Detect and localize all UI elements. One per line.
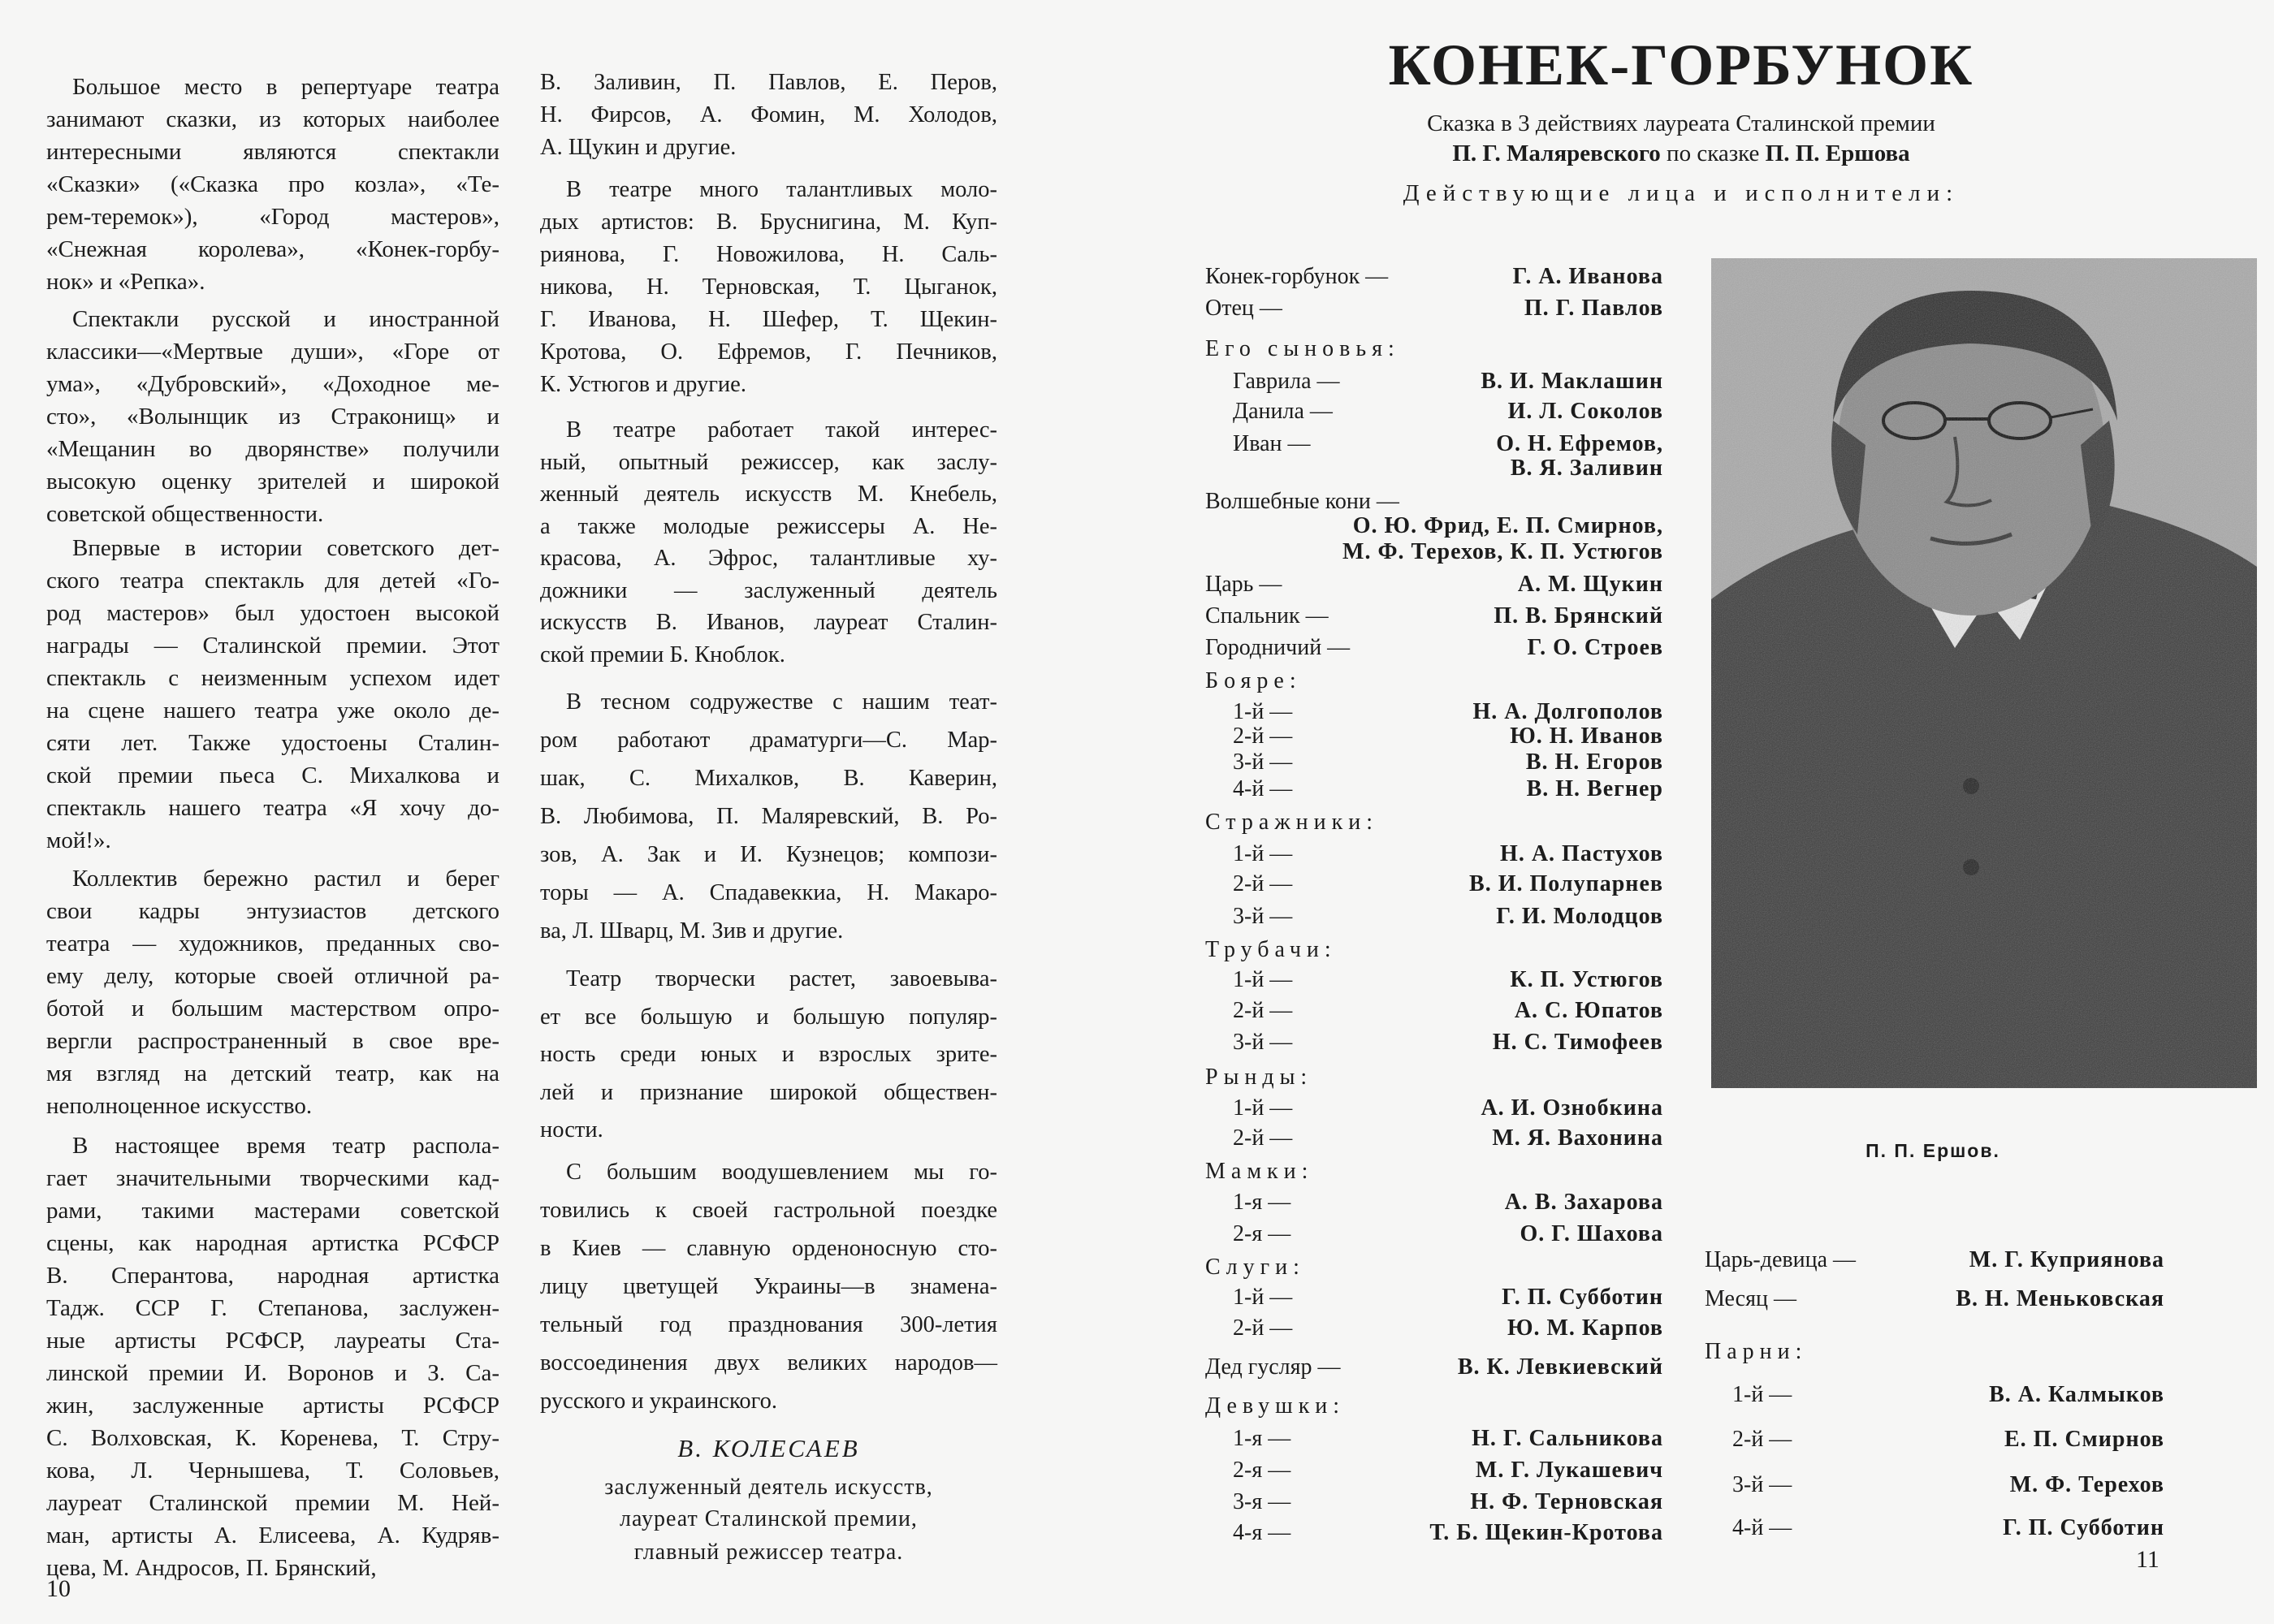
page-number-right: 11	[2136, 1546, 2159, 1573]
text-line: ности.	[540, 1117, 603, 1142]
text-line: рами, такими мастерами советской	[46, 1198, 499, 1224]
actor-name: В. К. Левкиевский	[1457, 1354, 1663, 1380]
cast-row	[1205, 294, 1663, 323]
paragraph	[540, 1153, 997, 1420]
text-line: лицу цветущей Украины—в знамена-	[540, 1274, 997, 1299]
cast-row	[1205, 633, 1663, 663]
text-line: воссоединения двух великих народов—	[540, 1350, 997, 1376]
actor-name: Н. А. Долгополов	[1472, 698, 1663, 724]
cast-row	[1205, 902, 1663, 931]
character-name: 4-й —	[1732, 1515, 1792, 1541]
author-signature: В. КОЛЕСАЕВ	[677, 1434, 860, 1462]
character-name: Царь-девица —	[1705, 1247, 1857, 1273]
author-title-line: лауреат Сталинской премии,	[620, 1506, 918, 1531]
text-line: Коллектив бережно растил и берег	[72, 866, 499, 892]
text-line: ского театра спектакль для детей «Го-	[46, 568, 499, 594]
text-line: шак, С. Михалков, В. Каверин,	[540, 766, 997, 791]
cast-row	[1205, 1188, 1663, 1217]
actor-name: М. Я. Вахонина	[1492, 1125, 1663, 1151]
cast-row	[1205, 1518, 1663, 1548]
cast-row	[1205, 1424, 1663, 1453]
actor-name: М. Ф. Терехов, К. П. Устюгов	[1342, 539, 1663, 565]
group-label: Мамки:	[1205, 1159, 1314, 1185]
cast-row	[1205, 1028, 1663, 1057]
actor-name: О. Ю. Фрид, Е. П. Смирнов,	[1352, 513, 1663, 539]
text-line: гает значительными творческими кад-	[46, 1165, 499, 1191]
actor-name: Ю. Н. Иванов	[1510, 723, 1663, 749]
actor-name: А. В. Захарова	[1504, 1189, 1663, 1215]
text-line: сяти лет. Также удостоены Сталин-	[46, 730, 499, 756]
paragraph	[46, 303, 499, 530]
character-name: 1-й —	[1233, 840, 1293, 866]
actor-name: В. Я. Заливин	[1510, 455, 1663, 481]
author-title-line: заслуженный деятель искусств,	[604, 1475, 933, 1500]
text-line: В настоящее время театр распола-	[72, 1133, 499, 1159]
character-name: 3-й —	[1233, 1030, 1293, 1056]
cast-row	[1205, 454, 1663, 483]
cast-group-heading	[1205, 808, 1663, 837]
actor-name: В. Н. Меньковская	[1956, 1286, 2164, 1312]
actor-name: Т. Б. Щекин-Кротова	[1429, 1519, 1663, 1545]
text-line: спектакль нашего театра «Я хочу до-	[46, 795, 499, 821]
character-name: 2-я —	[1233, 1458, 1291, 1483]
text-line: дожники — заслуженный деятель	[540, 577, 997, 603]
character-name: 3-я —	[1233, 1489, 1291, 1515]
character-name: Месяц —	[1705, 1286, 1796, 1312]
article-column-1	[46, 0, 499, 1581]
article-column-2	[540, 0, 997, 1445]
character-name: 1-й —	[1233, 967, 1293, 993]
character-name: 1-й —	[1233, 1285, 1293, 1311]
cast-row	[1205, 1094, 1663, 1123]
text-line: В. Сперантова, народная артистка	[46, 1263, 499, 1289]
text-line: интересными являются спектакли	[46, 139, 499, 165]
cast-row	[1705, 1380, 2164, 1410]
cast-list-continued	[1705, 0, 2164, 1559]
cast-row	[1205, 538, 1663, 567]
character-name: Дед гусляр —	[1205, 1354, 1341, 1380]
text-line: вергли распространенный в свое вре-	[46, 1028, 499, 1054]
text-line: в Киев — славную орденоносную сто-	[540, 1236, 997, 1261]
paragraph	[540, 174, 997, 401]
character-name: Спальник —	[1205, 603, 1329, 629]
cast-row	[1205, 748, 1663, 777]
actor-name: В. И. Полупарнев	[1469, 871, 1663, 897]
character-name: 2-й —	[1732, 1427, 1792, 1453]
text-line: Н. Фирсов, А. Фомин, М. Холодов,	[540, 102, 997, 127]
paragraph	[46, 71, 499, 298]
cast-row	[1205, 775, 1663, 804]
text-line: Тадж. ССР Г. Степанова, заслужен-	[46, 1295, 499, 1321]
actor-name: Г. П. Субботин	[2003, 1515, 2164, 1541]
actor-name: Н. Г. Сальникова	[1472, 1425, 1663, 1451]
cast-group-heading	[1205, 335, 1663, 364]
left-page	[0, 0, 1121, 1624]
actor-name: В. Н. Егоров	[1525, 749, 1663, 775]
text-line: ман, артисты А. Елисеева, А. Кудряв-	[46, 1522, 499, 1548]
cast-row	[1205, 570, 1663, 599]
text-line: свои кадры энтузиастов детского	[46, 898, 499, 924]
character-name: 3-й —	[1732, 1471, 1792, 1497]
cast-row	[1205, 1353, 1663, 1382]
text-line: ет все большую и большую популяр-	[540, 1004, 997, 1030]
cast-row	[1205, 1124, 1663, 1153]
character-name: Гаврила —	[1233, 368, 1340, 394]
text-line: кова, Л. Чернышева, Т. Соловьев,	[46, 1458, 499, 1484]
character-name: 3-й —	[1233, 749, 1293, 775]
cast-row	[1205, 512, 1663, 541]
cast-group-heading	[1205, 1253, 1663, 1282]
cast-row	[1205, 367, 1663, 396]
text-line: лей и признание широкой обществен-	[540, 1079, 997, 1105]
cast-group-heading	[1705, 1337, 2164, 1367]
text-line: занимают сказки, из которых наиболее	[46, 106, 499, 132]
text-line: ской премии пьеса С. Михалкова и	[46, 762, 499, 788]
text-line: Большое место в репертуаре театра	[72, 74, 499, 100]
text-line: ума», «Дубровский», «Доходное ме-	[46, 371, 499, 397]
actor-name: Г. О. Строев	[1527, 635, 1663, 661]
text-line: К. Устюгов и другие.	[540, 372, 746, 397]
cast-row	[1205, 1220, 1663, 1249]
text-line: ему делу, которые своей отличной ра-	[46, 963, 499, 989]
text-line: ва, Л. Шварц, М. Зив и другие.	[540, 918, 844, 944]
paragraph	[540, 683, 997, 950]
actor-name: М. Ф. Терехов	[2009, 1471, 2164, 1497]
text-line: ный, опытный режиссер, как заслу-	[540, 449, 997, 475]
group-label: Бояре:	[1205, 668, 1302, 694]
text-line: торы — А. Спадавеккиа, Н. Макаро-	[540, 880, 997, 905]
paragraph	[540, 67, 997, 164]
text-line: русского и украинского.	[540, 1389, 777, 1414]
cast-row	[1205, 722, 1663, 751]
text-line: Театр творчески растет, завоевыва-	[566, 966, 997, 991]
actor-name: В. И. Маклашин	[1481, 368, 1663, 394]
character-name: 1-й —	[1732, 1382, 1792, 1408]
actor-name: Ю. М. Карпов	[1507, 1315, 1663, 1341]
text-line: Спектакли русской и иностранной	[72, 306, 499, 332]
paragraph	[46, 862, 499, 1122]
text-line: линской премии И. Воронов и З. Са-	[46, 1360, 499, 1386]
play-title: КОНЕК-ГОРБУНОК	[1388, 32, 1974, 97]
character-name: 1-й —	[1233, 1095, 1293, 1121]
cast-row	[1205, 870, 1663, 899]
source-author-name: П. П. Ершова	[1765, 140, 1910, 166]
text-line: риянова, Г. Новожилова, Н. Саль-	[540, 242, 997, 267]
character-name: Данила —	[1233, 399, 1333, 425]
cast-group-heading	[1205, 935, 1663, 965]
cast-row	[1205, 1456, 1663, 1485]
group-label: Парни:	[1705, 1338, 1808, 1364]
cast-group-heading	[1205, 1392, 1663, 1421]
group-label: Трубачи:	[1205, 936, 1337, 962]
cast-row	[1205, 840, 1663, 869]
actor-name: Н. А. Пастухов	[1500, 840, 1663, 866]
cast-row	[1205, 1314, 1663, 1343]
character-name: 2-й —	[1233, 1315, 1293, 1341]
character-name: Городничий —	[1205, 635, 1351, 661]
text-line: Впервые в истории советского дет-	[72, 535, 499, 561]
text-line: лауреат Сталинской премии М. Ней-	[46, 1490, 499, 1516]
actor-name: П. В. Брянский	[1494, 603, 1663, 629]
text-line: цева, М. Андросов, П. Брянский,	[46, 1555, 377, 1581]
cast-row	[1705, 1246, 2164, 1275]
character-name: Волшебные кони —	[1205, 488, 1399, 514]
group-label: Девушки:	[1205, 1393, 1346, 1419]
cast-row	[1205, 397, 1663, 426]
cast-row	[1205, 965, 1663, 995]
character-name: Конек-горбунок —	[1205, 264, 1389, 290]
actor-name: А. И. Ознобкина	[1481, 1095, 1663, 1121]
text-line: неполноценное искусство.	[46, 1093, 313, 1119]
text-line: В театре много талантливых моло-	[566, 177, 997, 202]
paragraph	[46, 1129, 499, 1584]
text-line: а также молодые режиссеры А. Не-	[540, 513, 997, 539]
play-subtitle: Сказка в 3 действиях лауреата Сталинской премии	[1427, 110, 1935, 136]
text-line: В. Заливин, П. Павлов, Е. Перов,	[540, 70, 997, 95]
character-name: Отец —	[1205, 296, 1282, 322]
cast-row	[1205, 1488, 1663, 1517]
actor-name: П. Г. Павлов	[1524, 296, 1663, 322]
character-name: 2-й —	[1233, 1125, 1293, 1151]
group-label: Рынды:	[1205, 1064, 1313, 1090]
playwright-name: П. Г. Маляревского	[1452, 140, 1661, 166]
portrait-caption: П. П. Ершов.	[1865, 1140, 2000, 1161]
cast-row	[1705, 1285, 2164, 1314]
paragraph	[540, 961, 997, 1150]
character-name: 1-й —	[1233, 698, 1293, 724]
text-line: мя взгляд на детский театр, как на	[46, 1060, 499, 1086]
text-line: классики—«Мертвые души», «Горе от	[46, 339, 499, 365]
text-line: дых артистов: В. Бруснигина, М. Куп-	[540, 209, 997, 235]
text-line: театра — художников, преданных сво-	[46, 931, 499, 957]
cast-row	[1205, 1283, 1663, 1312]
cast-list	[1205, 0, 1663, 1559]
actor-name: В. Н. Вегнер	[1526, 775, 1663, 801]
cast-group-heading	[1205, 1157, 1663, 1186]
text-line: Кротова, О. Ефремов, Г. Печников,	[540, 339, 997, 365]
text-line: никова, Н. Терновская, Т. Цыганок,	[540, 274, 997, 300]
character-name: 2-й —	[1233, 871, 1293, 897]
actor-name: А. М. Щукин	[1517, 571, 1663, 597]
text-line: зов, А. Зак и И. Кузнецов; компози-	[540, 842, 997, 867]
actor-name: М. Г. Куприянова	[1969, 1247, 2164, 1273]
text-line: В театре работает такой интерес-	[566, 417, 997, 443]
subtitle-connector: по сказке	[1660, 140, 1766, 166]
character-name: 2-й —	[1233, 997, 1293, 1023]
text-line: В тесном содружестве с нашим теат-	[566, 689, 997, 715]
cast-group-heading	[1205, 1063, 1663, 1092]
text-line: А. Щукин и другие.	[540, 135, 737, 160]
actor-name: А. С. Юпатов	[1514, 997, 1663, 1023]
cast-row	[1205, 602, 1663, 631]
cast-group-heading	[1205, 667, 1663, 696]
cast-row	[1705, 1471, 2164, 1500]
group-label: Слуги:	[1205, 1254, 1305, 1280]
actor-name: Н. С. Тимофеев	[1492, 1030, 1663, 1056]
text-line: сто», «Волынщик из Страконищ» и	[46, 404, 499, 430]
actor-name: Г. А. Иванова	[1512, 264, 1663, 290]
character-name: 1-я —	[1233, 1425, 1291, 1451]
text-line: род мастеров» был удостоен высокой	[46, 600, 499, 626]
actor-name: Г. П. Субботин	[1502, 1285, 1663, 1311]
character-name: 2-й —	[1233, 723, 1293, 749]
cast-row	[1205, 262, 1663, 292]
text-line: на сцене нашего театра уже около де-	[46, 698, 499, 723]
text-line: тельный год празднования 300-летия	[540, 1312, 997, 1337]
group-label: Его сыновья:	[1205, 336, 1400, 362]
character-name: 4-й —	[1233, 775, 1293, 801]
text-line: жин, заслуженные артисты РСФСР	[46, 1393, 499, 1419]
cast-row	[1705, 1514, 2164, 1543]
text-line: нок» и «Репка».	[46, 269, 205, 295]
text-line: советской общественности.	[46, 501, 324, 527]
text-line: награды — Сталинской премии. Этот	[46, 633, 499, 659]
text-line: «Сказки» («Сказка про козла», «Те-	[46, 171, 499, 197]
actor-name: В. А. Калмыков	[1989, 1382, 2164, 1408]
cast-row	[1705, 1425, 2164, 1454]
paragraph	[46, 532, 499, 857]
text-line: мой!».	[46, 827, 111, 853]
actor-name: М. Г. Лукашевич	[1475, 1458, 1663, 1483]
actor-name: Н. Ф. Терновская	[1470, 1489, 1663, 1515]
actor-name: Г. И. Молодцов	[1496, 903, 1663, 929]
text-line: «Снежная королева», «Конек-горбу-	[46, 236, 499, 262]
text-line: «Мещанин во дворянстве» получили	[46, 436, 499, 462]
character-name: 2-я —	[1233, 1220, 1291, 1246]
character-name: Царь —	[1205, 571, 1282, 597]
text-line: красова, А. Эфрос, талантливые ху-	[540, 546, 997, 571]
text-line: спектакль с неизменным успехом идет	[46, 665, 499, 691]
actor-name: И. Л. Соколов	[1507, 399, 1663, 425]
text-line: сцены, как народная артистка РСФСР	[46, 1230, 499, 1256]
cast-heading: Действующие лица и исполнители:	[1403, 180, 1960, 206]
text-line: высокую оценку зрителей и широкой	[46, 469, 499, 495]
author-title-line: главный режиссер театра.	[633, 1540, 904, 1565]
text-line: Г. Иванова, Н. Шефер, Т. Щекин-	[540, 307, 997, 332]
text-line: ность среди юных и взрослых зрите-	[540, 1042, 997, 1067]
page-number-left: 10	[46, 1575, 71, 1602]
actor-name: К. П. Устюгов	[1510, 967, 1663, 993]
text-line: ные артисты РСФСР, лауреаты Ста-	[46, 1328, 499, 1354]
actor-name: О. Г. Шахова	[1520, 1220, 1663, 1246]
character-name: Иван —	[1233, 430, 1311, 456]
text-line: рем-теремок»), «Город мастеров»,	[46, 204, 499, 230]
text-line: товились к своей гастрольной поездке	[540, 1198, 997, 1223]
text-line: искусств В. Иванов, лауреат Сталин-	[540, 610, 997, 635]
text-line: женный деятель искусств М. Кнебель,	[540, 482, 997, 507]
character-name: 3-й —	[1233, 903, 1293, 929]
text-line: ской премии Б. Кноблок.	[540, 641, 785, 667]
text-line: ботой и большим мастерством опро-	[46, 996, 499, 1021]
paragraph	[540, 414, 997, 671]
text-line: В. Любимова, П. Маляревский, В. Ро-	[540, 804, 997, 829]
actor-name: О. Н. Ефремов,	[1496, 430, 1663, 456]
text-line: С. Волховская, К. Коренева, Т. Стру-	[46, 1425, 499, 1451]
character-name: 4-я —	[1233, 1519, 1291, 1545]
actor-name: Е. П. Смирнов	[2004, 1427, 2164, 1453]
text-line: ром работают драматурги—С. Мар-	[540, 728, 997, 753]
text-line: С большим воодушевлением мы го-	[566, 1160, 997, 1185]
cast-row	[1205, 996, 1663, 1026]
character-name: 1-я —	[1233, 1189, 1291, 1215]
group-label: Стражники:	[1205, 809, 1378, 835]
